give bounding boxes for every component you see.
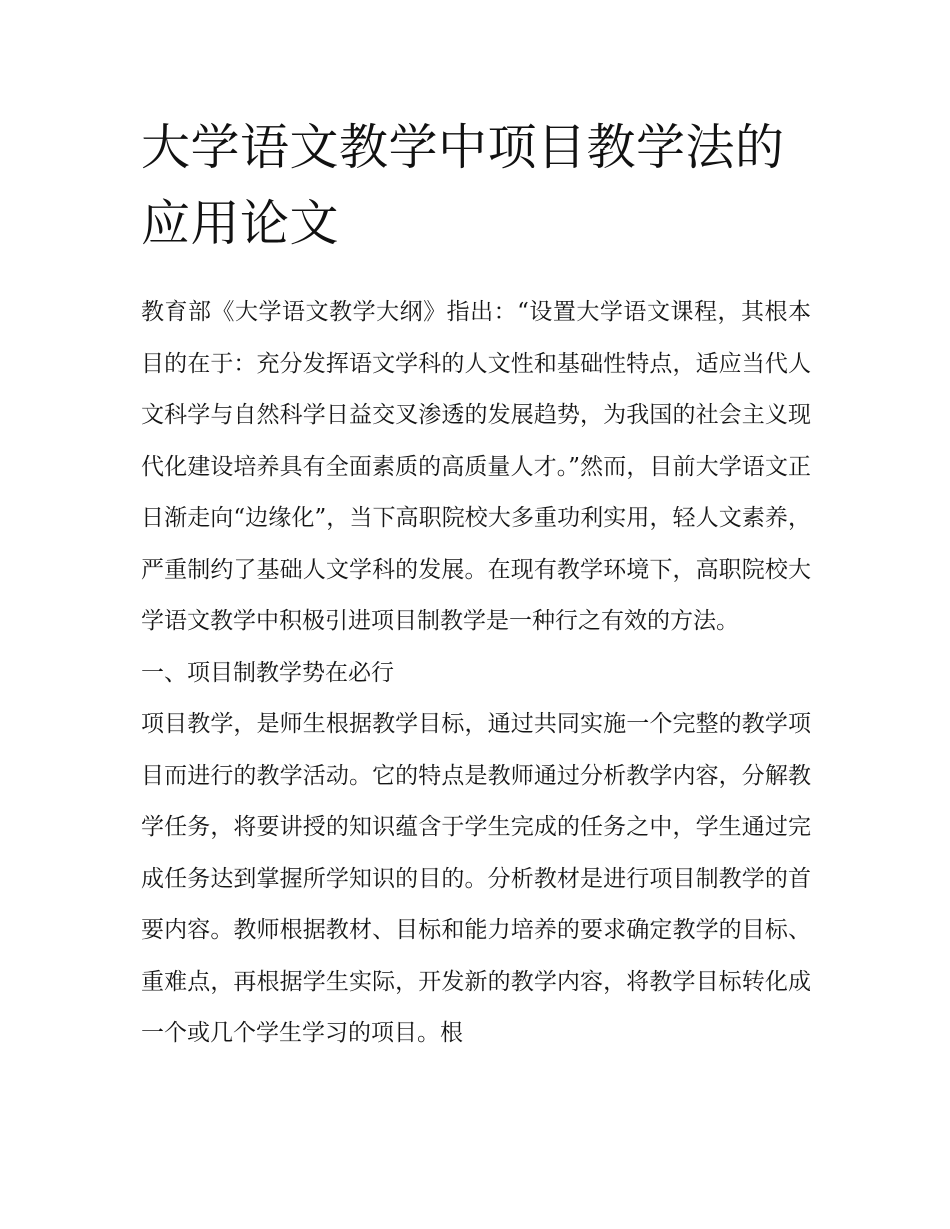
section-heading-text: 一、项目制教学势在必行 <box>141 659 394 686</box>
paragraph-text: 教育部《大学语文教学大纲》指出：“设置大学语文课程，其根本目的在于：充分发挥语文学科的人文性和基础性特点，适应当代人文科学与自然科学日益交叉渗透的发展趋势，为我国的社会主义现代化建设培养具有全面素质的高质量人才。”然而，目前大学语文正日渐走向“边缘化”，当下高职院校大多重功利实用，轻人文素养，严重制约了基础人文学科的发展。在现有教学环境下，高职院校大学语文教学中积极引进项目制教学是一种行之有效的方法。 <box>141 299 811 634</box>
body-paragraph-intro <box>141 287 811 648</box>
body-paragraph-project-teaching <box>141 699 811 1060</box>
section-heading <box>141 648 811 700</box>
paragraph-text: 项目教学，是师生根据教学目标，通过共同实施一个完整的教学项目而进行的教学活动。它的特点是教师通过分析教学内容，分解教学任务，将要讲授的知识蕴含于学生完成的任务之中，学生通过完成任务达到掌握所学知识的目的。分析教材是进行项目制教学的首要内容。教师根据教材、目标和能力培养的要求确定教学的目标、重难点，再根据学生实际，开发新的教学内容，将教学目标转化成一个或几个学生学习的项目。根 <box>141 711 811 1046</box>
document-content <box>141 110 811 1060</box>
document-title: 大学语文教学中项目教学法的应用论文 <box>141 119 785 252</box>
